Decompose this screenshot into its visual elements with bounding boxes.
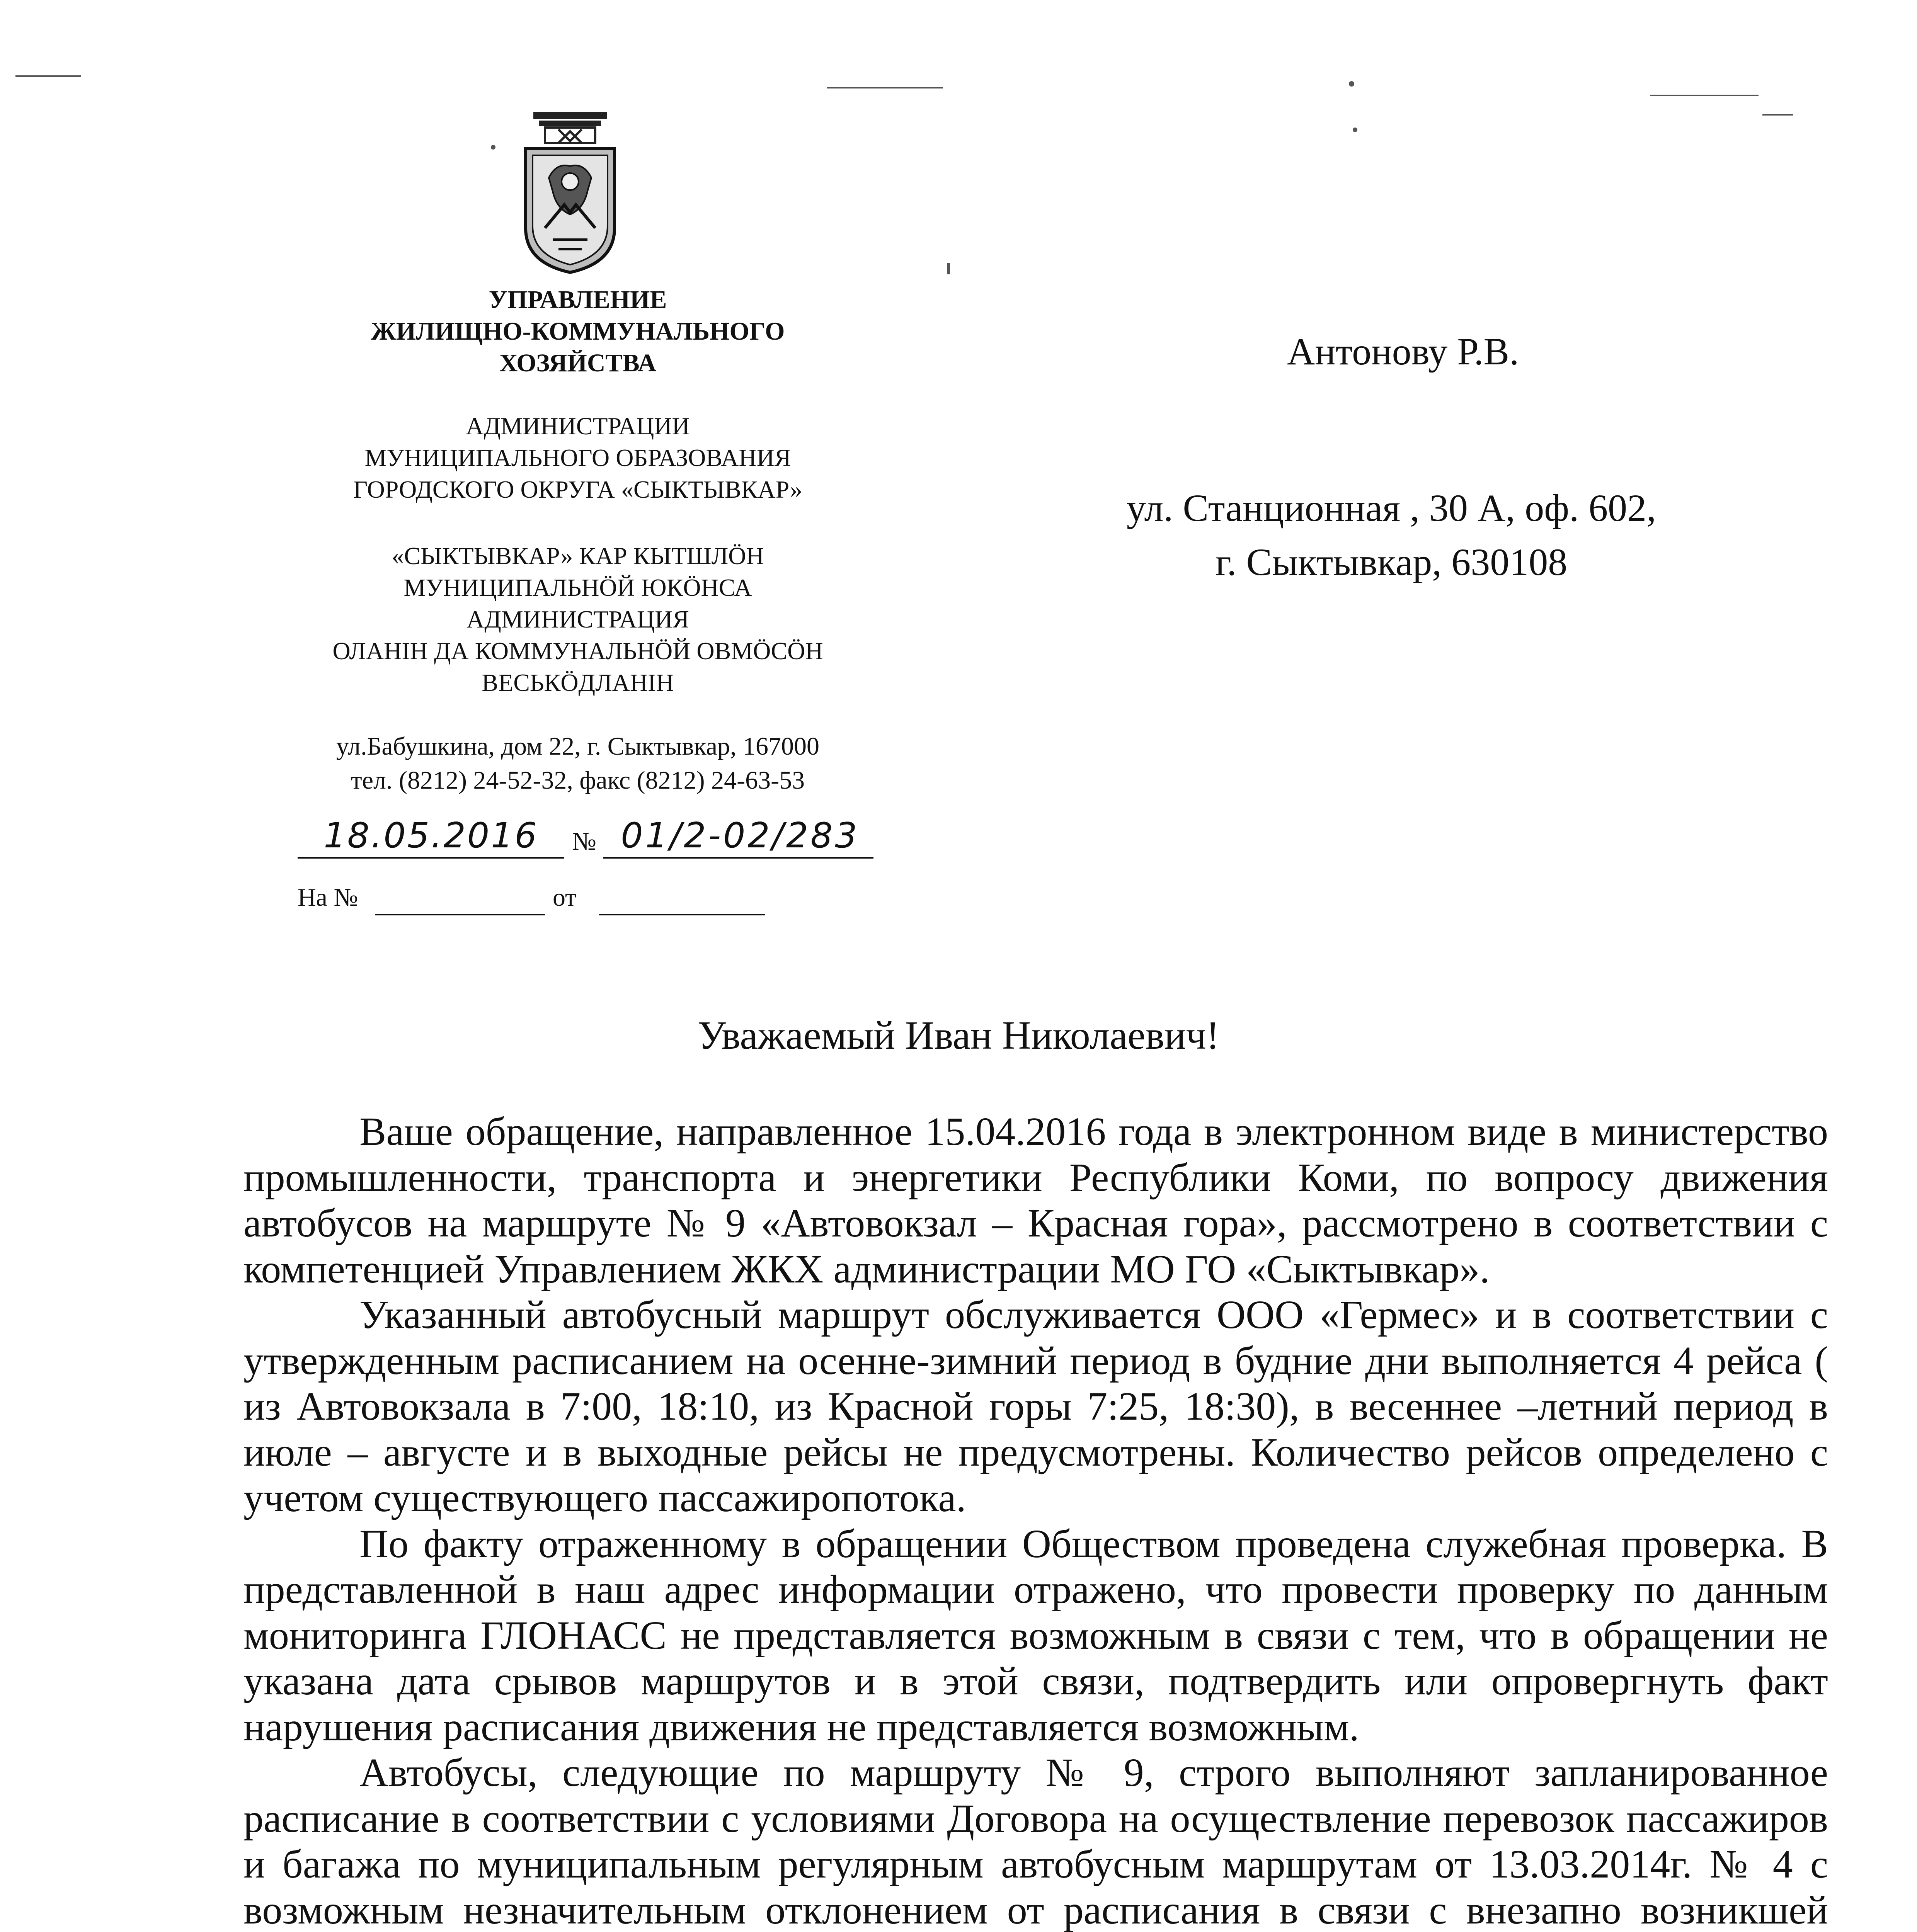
letterhead-phone: тел. (8212) 24-52-32, факс (8212) 24-63-53 [351,766,805,794]
letterhead-komi-line: ВЕСЬКÖДЛАНІН [482,669,674,696]
letterhead-admin-line: АДМИНИСТРАЦИИ [466,412,690,440]
letterhead-admin-line: ГОРОДСКОГО ОКРУГА «СЫКТЫВКАР» [353,476,802,503]
letter-body [243,1109,1828,1932]
letterhead-admin [216,410,939,505]
letterhead-contacts [216,730,939,798]
letterhead-komi [216,540,939,699]
letterhead-komi-line: ОЛАНІН ДА КОММУНАЛЬНÖЙ ОВМÖСÖН [332,637,823,665]
date-underline [298,857,564,859]
addressee-street: ул. Станционная , 30 А, оф. 602, [1126,486,1657,529]
body-paragraph: По факту отраженному в обращении Обществом проведена служебная проверка. В представленной в наш адрес информации отражено, что провести проверку по данным мониторинга ГЛОНАСС не представляется возможным в связи с тем, что в обращении не указана дата срывов маршрутов и в этой связи, подтвердить или опровергнуть факт нарушения расписания движения не представляется возможным. [243,1521,1828,1749]
body-paragraph: Ваше обращение, направленное 15.04.2016 года в электронном виде в министерство промышленности, транспорта и энергетики Республики Коми, по вопросу движения автобусов на маршруте № 9 «Автовокзал – Красная гора», рассмотрено в соответствии с компетенцией Управлением ЖКХ администрации МО ГО «Сыктывкар». [243,1109,1828,1291]
body-paragraph: Указанный автобусный маршрут обслуживается ООО «Гермес» и в соответствии с утвержденным расписанием на осенне-зимний период в будние дни выполняется 4 рейса ( из Автовокзала в 7:00, 18:10, из Красной горы 7:25, 18:30), в весеннее –летний период в июле – августе и в выходные рейсы не предусмотрены. Количество рейсов определено с учетом существующего пассажиропотока. [243,1293,1828,1520]
number-label: № [572,827,596,855]
letterhead-title-line: ХОЗЯЙСТВА [499,349,657,377]
scan-artifact [1650,95,1759,96]
scan-artifact [827,87,943,88]
letterhead-komi-line: «СЫКТЫВКАР» КАР КЫТШЛÖН [392,542,764,570]
scan-artifact [1762,114,1793,116]
body-paragraph: Автобусы, следующие по маршруту № 9, строго выполняют запланированное расписание в соответствии с условиями Договора на осуществление перевозок пассажиров и багажа по муниципальным регулярным автобусным маршрутам от 13.03.2014г. № 4 с возможным незначительным отклонением от расписания в связи с внезапно возникшей [243,1750,1828,1932]
reference-from-label: от [553,883,576,912]
scan-artifact [947,263,950,274]
letterhead-admin-line: МУНИЦИПАЛЬНОГО ОБРАЗОВАНИЯ [364,444,791,471]
reference-row [298,883,870,925]
registration-number: 01/2-02/283 [621,815,860,856]
number-underline [603,857,873,859]
letterhead-title-line: УПРАВЛЕНИЕ [489,286,667,314]
addressee-name: Антонову Р.В. [1287,330,1519,373]
coat-of-arms-icon [522,112,618,274]
letterhead-address: ул.Бабушкина, дом 22, г. Сыктывкар, 167000 [336,732,820,760]
letterhead-title [216,284,939,379]
reference-date-line [599,914,765,915]
scan-artifact [1353,128,1357,132]
scan-artifact [491,145,495,150]
scan-artifact [1349,81,1354,87]
letterhead-komi-line: МУНИЦИПАЛЬНÖЙ ЮКÖНСА [403,574,752,601]
addressee-city: г. Сыктывкар, 630108 [1215,541,1568,583]
letterhead-komi-line: АДМИНИСТРАЦИЯ [466,605,689,633]
reference-number-line [375,914,545,915]
reference-label: На № [298,883,358,912]
registration-date: 18.05.2016 [323,815,538,856]
letterhead-title-line: ЖИЛИЩНО-КОММУНАЛЬНОГО [371,317,785,345]
salutation: Уважаемый Иван Николаевич! [697,1013,1220,1058]
registration-row [298,815,870,877]
scan-artifact [15,75,81,77]
addressee-address [1005,481,1778,589]
